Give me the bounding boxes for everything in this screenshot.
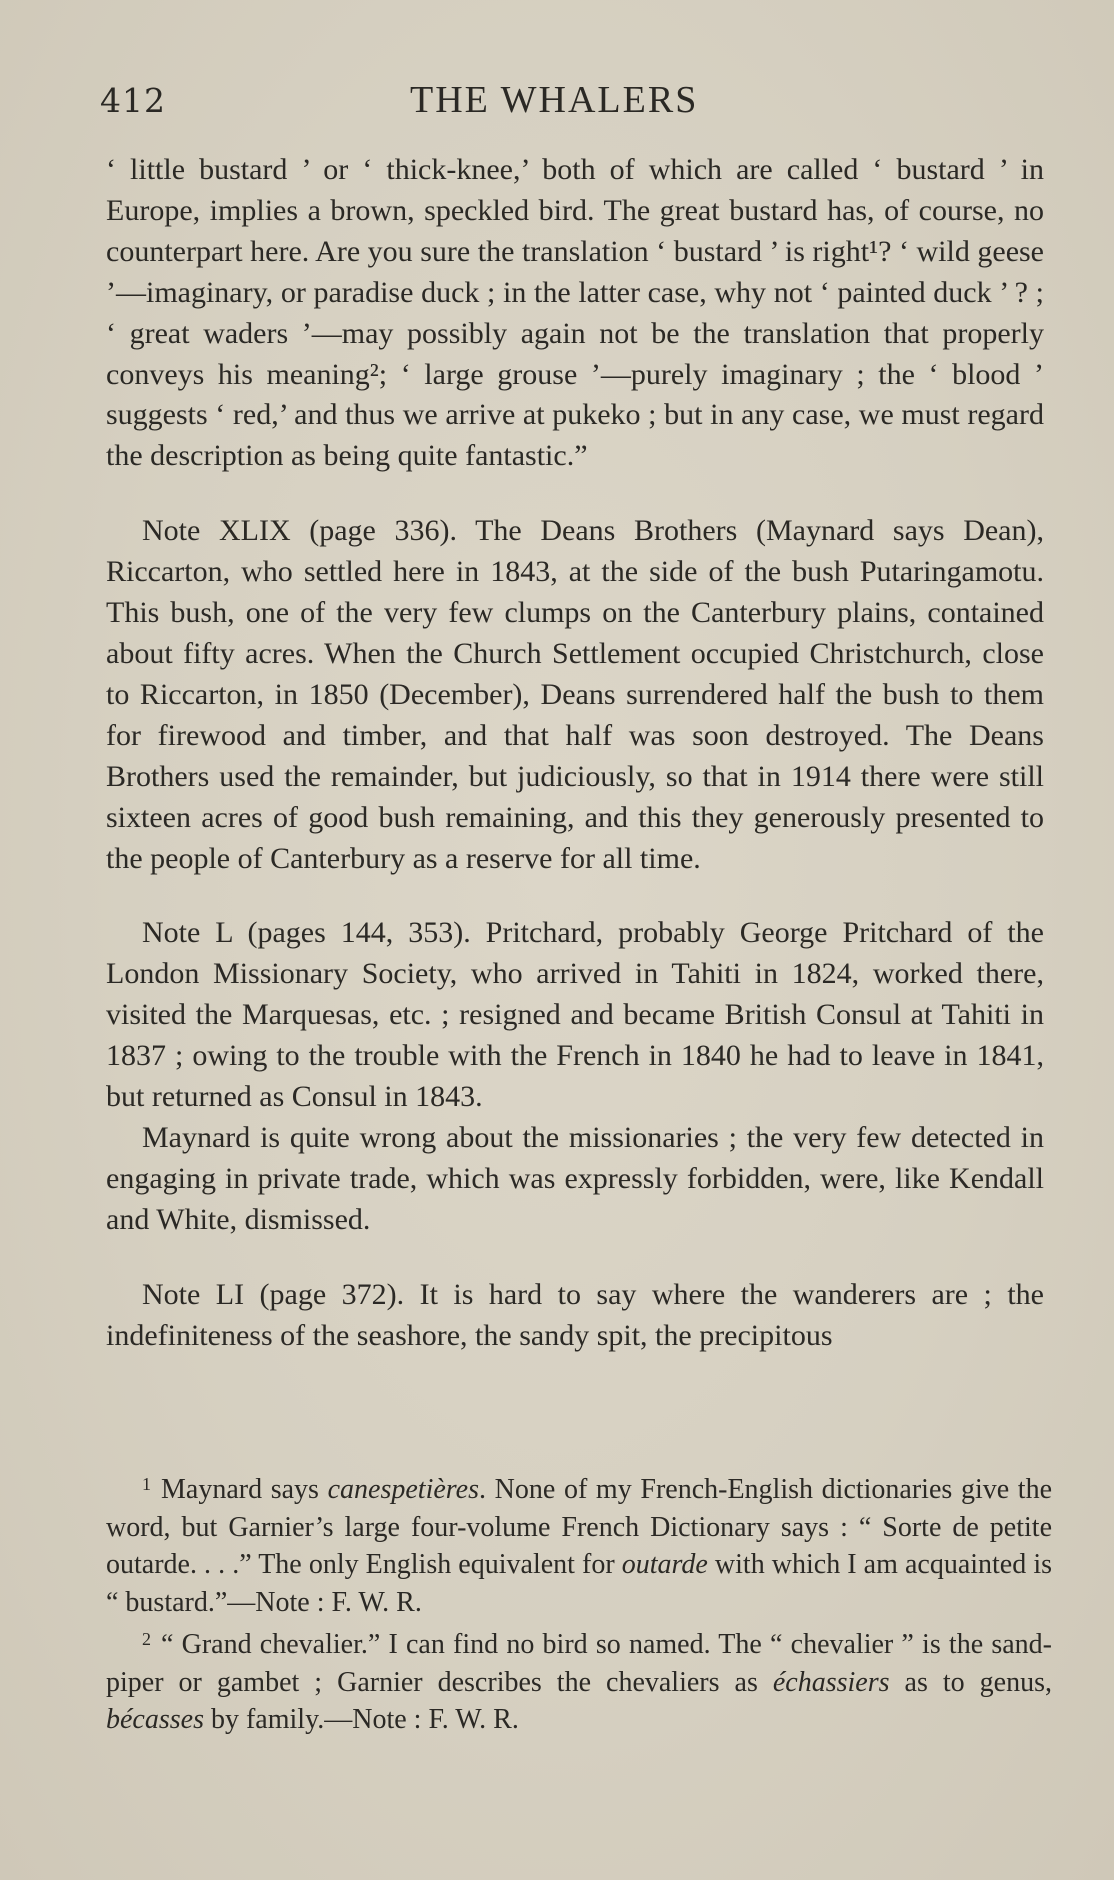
note-l: Note L (pages 144, 353). Pritchard, probably George Pritchard of the London Missionary Society, who arrived in Tahiti in 1824, worked there, visited the Marquesas, etc. ; resigned and became British Consul at Tahiti in 1837 ; owing to the trouble with the French in 1840 he had to leave in 1841, but returned as Consul in 1843. [106,916,1044,1114]
footnote-2-marker: 2 [142,1629,151,1649]
main-text [106,150,1044,1356]
footnotes [106,1466,1052,1739]
note-li: Note LI (page 372). It is hard to say where the wanderers are ; the indefiniteness of the seashore, the sandy spit, the precipitous [106,1277,1044,1352]
footnote-2-italic-a: échassiers [772,1666,890,1698]
note-l-continued: Maynard is quite wrong about the missionaries ; the very few detected in engaging in private trade, which was expressly forbidden, were, like Kendall and White, dismissed. [106,1120,1044,1236]
footnote-1-text-b: . None of my French-English dictionaries give the word, but Garnier’s large four-volume French Dictionary says : “ Sorte de petite outarde. . . .” The only English equivalent for [106,1474,1053,1580]
footnote-1-italic-b: outarde [621,1549,708,1580]
footnote-1 [106,1466,1052,1621]
footnote-2-italic-b: bécasses [106,1704,204,1735]
footnote-2-text-b: as to genus, [889,1666,1052,1698]
footnote-1-marker: 1 [142,1474,151,1494]
footnote-1-text-c: with which I am acquainted is “ bustard.”—Note : F. W. R. [106,1549,1052,1618]
page-number: 412 [100,81,166,120]
footnote-2-text-a: “ Grand chevalier.” I can find no bird so named. The “ chevalier ” is the sand-piper or gambet ; Garnier describes the chevaliers as [106,1629,1052,1698]
running-title: THE WHALERS [410,79,699,121]
page-header [100,78,750,134]
footnote-1-italic-a: canespetières [327,1474,479,1505]
note-xlix: Note XLIX (page 336). The Deans Brothers (Maynard says Dean), Riccarton, who settled here in 1843, at the side of the bush Putaringamotu. This bush, one of the very few clumps on the Canterbury plains, contained about fifty acres. When the Church Settlement occupied Christchurch, close to Riccarton, in 1850 (December), Deans surrendered half the bush to them for firewood and timber, and that half was soon destroyed. The Deans Brothers used the remainder, but judiciously, so that in 1914 there were still sixteen acres of good bush remaining, and this they generously presented to the people of Canterbury as a reserve for all time. [106,514,1044,875]
footnote-2-text-c: by family.—Note : F. W. R. [203,1704,519,1735]
footnote-2 [106,1621,1052,1739]
continued-paragraph: ‘ little bustard ’ or ‘ thick-knee,’ both of which are called ‘ bustard ’ in Europe, implies a brown, speckled bird. The great bustard has, of course, no counterpart here. Are you sure the translation ‘ bustard ’ is right¹? ‘ wild geese ’—imaginary, or paradise duck ; in the latter case, why not ‘ painted duck ’ ? ; ‘ great waders ’—may possibly again not be the translation that properly conveys his meaning²; ‘ large grouse ’—purely imaginary ; the ‘ blood ’ suggests ‘ red,’ and thus we arrive at pukeko ; but in any case, we must regard the description as being quite fantastic.” [106,153,1044,473]
footnote-1-text-a: Maynard says [161,1474,328,1505]
